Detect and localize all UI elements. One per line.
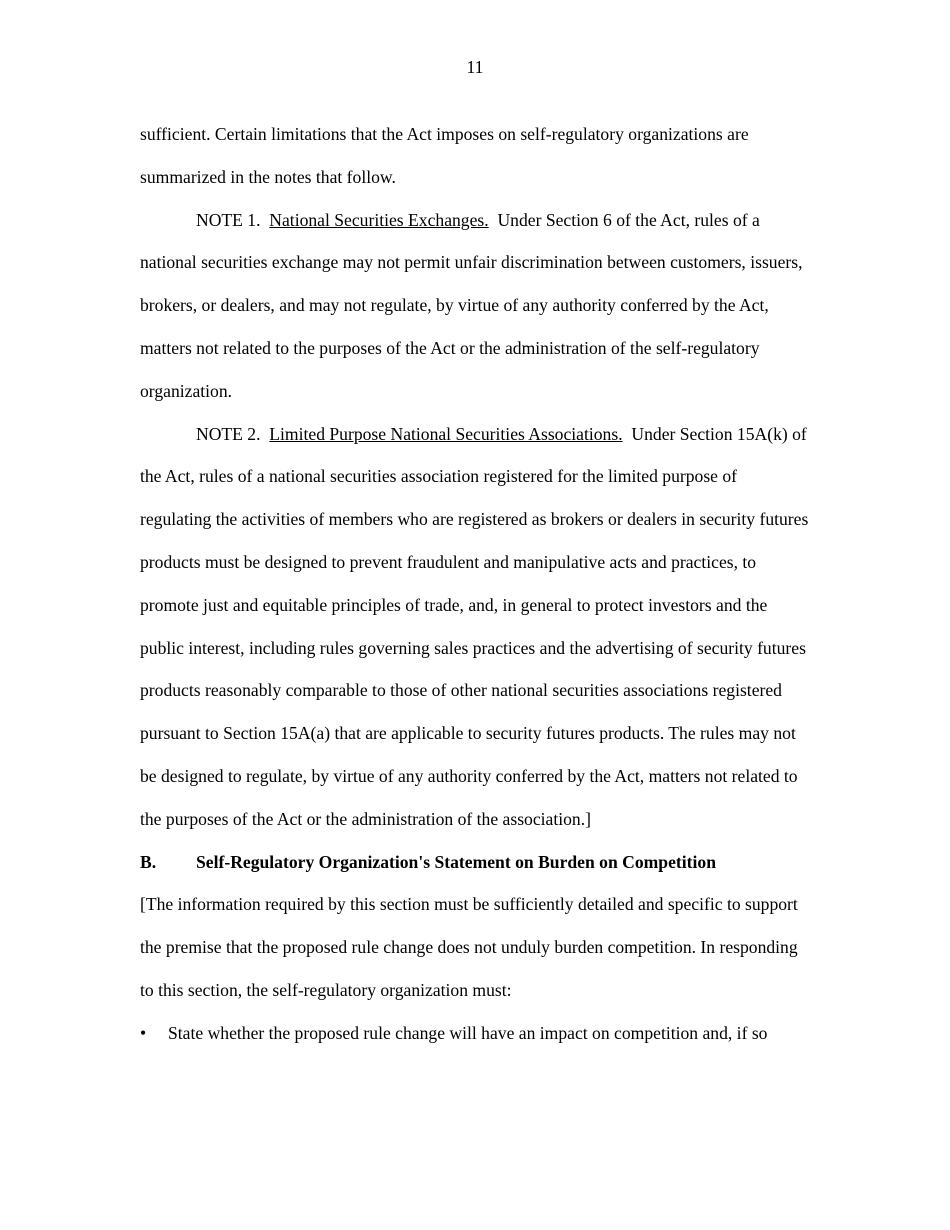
- note-1-title: National Securities Exchanges.: [269, 209, 489, 230]
- note-2: [140, 413, 810, 841]
- note-1-label: NOTE 1.: [196, 209, 261, 230]
- bullet-icon: •: [140, 1022, 147, 1043]
- section-b-heading: [140, 841, 810, 884]
- section-b-title: Self-Regulatory Organization's Statement on Burden on Competition: [196, 851, 716, 872]
- section-b-letter: B.: [140, 851, 157, 872]
- note-1-text: Under Section 6 of the Act, rules of a national securities exchange may not permit unfair discrimination between customers, issuers, brokers, or dealers, and may not regulate, by virtue of any authority conferred by the Act, matters not related to the purposes of the Act or the administration of the self-regulatory organization.: [140, 209, 803, 401]
- note-2-text: Under Section 15A(k) of the Act, rules of a national securities association registered for the limited purpose of regulating the activities of members who are registered as brokers or dealers in security futures products must be designed to prevent fraudulent and manipulative acts and practices, to promote just and equitable principles of trade, and, in general to protect investors and the public interest, including rules governing sales practices and the advertising of security futures products reasonably comparable to those of other national securities associations registered pursuant to Section 15A(a) that are applicable to security futures products. The rules may not be designed to regulate, by virtue of any authority conferred by the Act, matters not related to the purposes of the Act or the administration of the association.]: [140, 423, 809, 829]
- bullet-item-text: State whether the proposed rule change will have an impact on competition and, if so: [168, 1022, 768, 1043]
- page-number: 11: [466, 57, 484, 77]
- paragraph-section-b: [The information required by this section must be sufficiently detailed and specific to support the premise that the proposed rule change does not unduly burden competition. In responding to this section, the self-regulatory organization must:: [140, 894, 798, 1000]
- document-body: [140, 113, 810, 1055]
- note-1: [140, 199, 810, 413]
- paragraph-intro: sufficient. Certain limitations that the Act imposes on self-regulatory organizations are summarized in the notes that follow.: [140, 124, 749, 187]
- note-2-title: Limited Purpose National Securities Associations.: [269, 423, 623, 444]
- note-2-label: NOTE 2.: [196, 423, 261, 444]
- bullet-item: [140, 1012, 810, 1055]
